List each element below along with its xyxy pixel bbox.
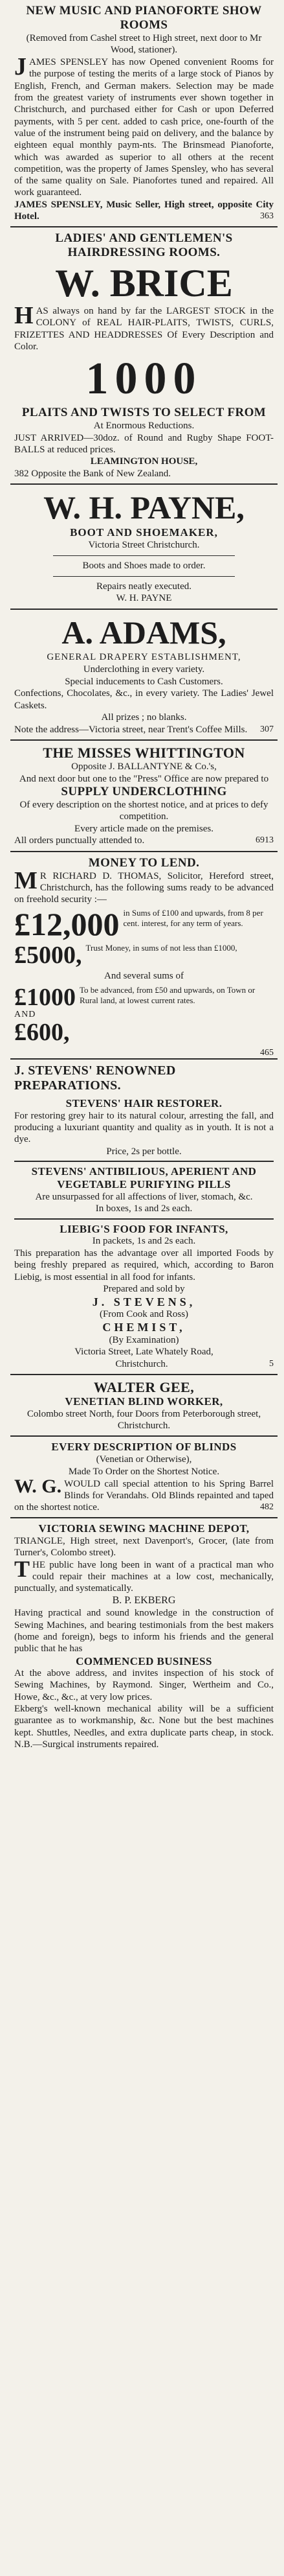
from-line: (From Cook and Ross) xyxy=(99,1309,189,1320)
commenced-heading: COMMENCED BUSINESS xyxy=(76,1654,212,1667)
ad-subtitle: (Removed from Cashel street to High street, next door to Mr Wood, stationer). xyxy=(26,32,262,56)
street-line: Victoria Street Christchurch. xyxy=(88,540,200,550)
and-word: AND xyxy=(14,1010,36,1020)
plaits-heading: PLAITS AND TWISTS TO SELECT FROM xyxy=(21,406,267,420)
ad-body: AS always on hand by far the LARGEST STOCK in the COLONY of REAL HAIR-PLAITS, TWISTS, CURLS, FRIZETTES AND HEADDRESSES Of Every Description and Color. xyxy=(14,306,274,352)
address-note: Note the address—Victoria street, near Trent's Coffee Mills. xyxy=(14,724,248,735)
ad-body: HE public have long been in want of a practical man who could repair their machines at a low cost, mechanically, punctually, and systematically. xyxy=(14,1559,274,1594)
proprietor-name: W. H. PAYNE, xyxy=(43,489,245,526)
ad-walter-gee xyxy=(0,1375,284,1435)
next-door-line: And next door but one to the "Press" Office are now prepared to xyxy=(19,773,269,784)
exam-line: (By Examination) xyxy=(109,1334,179,1345)
ekberg-body: Having practical and sound knowledge in the construction of Sewing Machines, and bearing testimonials from the best makers (home and foreign), begs to inform his friends and the general public that he has xyxy=(14,1608,274,1654)
premises-line: Every article made on the premises. xyxy=(74,823,213,834)
inner-rule xyxy=(53,555,235,556)
sum-row xyxy=(14,985,274,1045)
ad-number: 482 xyxy=(260,1502,274,1513)
made-line: Made To Order on the Shortest Notice. xyxy=(68,1466,220,1477)
ad-title: VICTORIA SEWING MACHINE DEPOT, xyxy=(38,1522,250,1535)
commenced-body: At the above address, and invites inspection of his stock of Sewing Machines, by Raymond. Singer, Wertheim and Co., Howe, &c., &c., at very low prices. xyxy=(14,1668,274,1702)
ad-number: 307 xyxy=(260,724,274,734)
drop-cap: H xyxy=(14,302,34,330)
sum-row xyxy=(14,906,274,943)
ad-signature: W. H. PAYNE xyxy=(116,593,172,604)
house-address: 382 Opposite the Bank of New Zealand. xyxy=(14,469,171,480)
sum-terms: in Sums of £100 and upwards, from 8 per cent. interest, for any term of years. xyxy=(123,908,263,929)
sum-amount: £600, xyxy=(14,1019,70,1047)
house-name: LEAMINGTON HOUSE, xyxy=(90,456,198,467)
depot-address: TRIANGLE, High street, next Davenport's, Grocer, (late from Turner's, Colombo street). xyxy=(14,1535,274,1559)
ad-stevens-preparations xyxy=(0,1060,284,1374)
trade-line: GENERAL DRAPERY ESTABLISHMENT, xyxy=(47,652,241,662)
ad-title: MONEY TO LEND. xyxy=(88,855,200,870)
orders-line: All orders punctually attended to. xyxy=(14,835,145,846)
ad-blinds xyxy=(0,1437,284,1517)
ad-title: LADIES' AND GENTLEMEN'S HAIRDRESSING ROOMS. xyxy=(55,231,233,260)
repairs-line: Repairs neatly executed. xyxy=(96,581,192,592)
ad-title: J. STEVENS' RENOWNED PREPARATIONS. xyxy=(14,1063,176,1093)
inducements-line: Special inducements to Cash Customers. xyxy=(65,676,223,687)
product-body: This preparation has the advantage over all imported Foods by being freshly prepared as required, which, according to Baron Liebig, is most essential in all food for infants. xyxy=(14,1247,274,1282)
product-price: Price, 2s per bottle. xyxy=(106,1146,182,1157)
blind-kind: (Venetian or Otherwise), xyxy=(96,1454,192,1465)
guarantee-body: Ekberg's well-known mechanical ability will be a sufficient guarantee as to workmanship, &c. None but the best machines kept. Shuttles, Needles, and extra duplicate parts cheap, in stock. N.B.—Surgical instruments repaired. xyxy=(14,1704,274,1750)
ad-hairdressing xyxy=(0,227,284,483)
ad-number: 363 xyxy=(260,211,274,222)
ad-title: EVERY DESCRIPTION OF BLINDS xyxy=(51,1441,237,1454)
opposite-line: Opposite J. BALLANTYNE & Co.'s, xyxy=(71,761,217,772)
product-body: Are unsurpassed for all affections of liver, stomach, &c. xyxy=(35,1191,253,1202)
ad-money-to-lend xyxy=(0,852,284,1058)
ad-whittington xyxy=(0,741,284,851)
sum-terms: Trust Money, in sums of not less than £1000, xyxy=(85,943,237,953)
product-price: In boxes, 1s and 2s each. xyxy=(95,1203,193,1214)
ad-payne xyxy=(0,485,284,609)
chemist-title: CHEMIST, xyxy=(102,1320,186,1334)
ad-body: AMES SPENSLEY has now Opened convenient Rooms for the purpose of testing the merits of a large stock of Pianos by English, French, and German makers. Selection may be made from the greatest variety of instruments ever shown together in Christchurch, and purchased either for Cash or upon Deferred payments, with 5 per cent. added to cash price, one-fourth of the value of the instrument being paid on delivery, and the balance by eighteen equal monthly paym-nts. The Brinsmead Pianoforte, which was awarded as superior to all others at the recent competition, was the property of James Spensley, who has several of the same quality on Sale. Pianofortes tuned and repaired. All work guaranteed. xyxy=(14,57,274,198)
ad-sewing-machine-depot xyxy=(0,1518,284,1754)
chemist-name: J. STEVENS, xyxy=(92,1295,196,1308)
ad-body: WOULD call special attention to his Spring Barrel Blinds for Verandahs. Old Blinds repainted and taped on the shortest notice. xyxy=(14,1478,274,1513)
ad-title: NEW MUSIC AND PIANOFORTE SHOW ROOMS xyxy=(26,4,262,32)
ad-signature: JAMES SPENSLEY, Music Seller, High street, opposite City Hotel. xyxy=(14,199,274,222)
chemist-address: Victoria Street, Late Whately Road, xyxy=(74,1347,213,1358)
ad-number: 465 xyxy=(260,1048,274,1058)
proprietor-name: W. BRICE xyxy=(55,262,233,305)
product-title: STEVENS' HAIR RESTORER. xyxy=(65,1097,223,1110)
proprietor-name: B. P. EKBERG xyxy=(112,1595,176,1607)
stock-count: 1000 xyxy=(85,354,202,404)
sum-row xyxy=(14,943,274,968)
product-body: For restoring grey hair to its natural colour, arresting the fall, and producing a luxuriant quantity and quality as in youth. It is not a dye. xyxy=(14,1110,274,1145)
sum-terms: To be advanced, from £50 and upwards, on Town or Rural land, at lowest current rates. xyxy=(80,985,256,1005)
several-sums-line: And several sums of xyxy=(104,971,184,982)
ad-number: 6913 xyxy=(256,835,274,846)
underclothing-line: Underclothing in every variety. xyxy=(83,664,205,675)
made-line: Boots and Shoes made to order. xyxy=(82,560,206,571)
description-line: Of every description on the shortest notice, and at prices to defy competition. xyxy=(19,800,268,822)
inner-rule xyxy=(14,1218,274,1220)
sum-amount: £1000 xyxy=(14,984,76,1012)
ad-number: 5 xyxy=(269,1358,274,1369)
product-title: LIEBIG'S FOOD FOR INFANTS, xyxy=(60,1222,228,1235)
trade-address: Colombo street North, four Doors from Peterborough street, Christchurch. xyxy=(27,1408,261,1432)
supply-heading: SUPPLY UNDERCLOTHING xyxy=(61,785,227,799)
trade-line: BOOT AND SHOEMAKER, xyxy=(70,526,218,539)
proprietor-name: A. ADAMS, xyxy=(61,614,226,651)
product-price: In packets, 1s and 2s each. xyxy=(92,1236,196,1247)
trade-line: VENETIAN BLIND WORKER, xyxy=(65,1395,223,1408)
drop-cap: J xyxy=(14,53,27,81)
sum-amount: £12,000 xyxy=(14,906,120,943)
prepared-line: Prepared and sold by xyxy=(103,1283,185,1294)
reductions-line: At Enormous Reductions. xyxy=(93,421,195,432)
chemist-city: Christchurch. xyxy=(115,1358,168,1369)
drop-cap: W. G. xyxy=(14,1475,62,1497)
product-title: STEVENS' ANTIBILIOUS, APERIENT AND VEGETABLE PURIFYING PILLS xyxy=(31,1165,257,1191)
ad-title: THE MISSES WHITTINGTON xyxy=(43,744,245,761)
inner-rule xyxy=(14,1161,274,1162)
drop-cap: M xyxy=(14,866,38,894)
ad-music-showrooms xyxy=(0,0,284,226)
prizes-line: All prizes ; no blanks. xyxy=(101,712,187,723)
ad-body: R RICHARD D. THOMAS, Solicitor, Hereford street, Christchurch, has the following sums ready to be advanced on freehold security :— xyxy=(14,870,274,905)
ad-adams-drapery xyxy=(0,610,284,739)
proprietor-name: WALTER GEE, xyxy=(93,1379,195,1396)
inner-rule xyxy=(53,576,235,577)
sum-amount: £5000, xyxy=(14,942,82,969)
goods-line: Confections, Chocolates, &c., in every variety. The Ladies' Jewel Caskets. xyxy=(14,688,274,711)
drop-cap: T xyxy=(14,1555,30,1582)
arrived-line: JUST ARRIVED—30doz. of Round and Rugby Shape FOOT-BALLS at reduced prices. xyxy=(14,432,274,456)
